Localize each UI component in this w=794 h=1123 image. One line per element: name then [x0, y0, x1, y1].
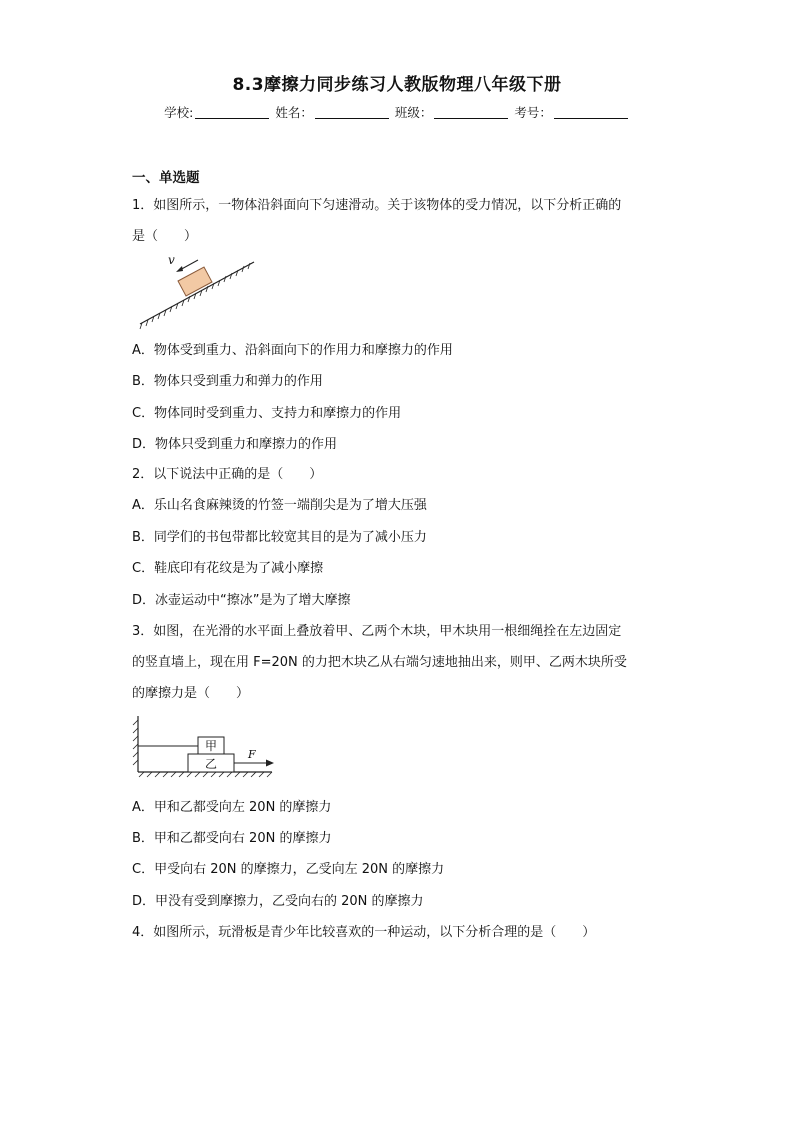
q3-option-a: A．甲和乙都受向左 20N 的摩擦力 — [132, 800, 332, 815]
q1-option-c: C．物体同时受到重力、支持力和摩擦力的作用 — [132, 406, 402, 421]
q3-stem-line1: 3．如图，在光滑的水平面上叠放着甲、乙两个木块，甲木块用一根细绳拴在左边固定 — [132, 624, 622, 639]
school-label: 学校: — [164, 105, 194, 120]
q3-blocks-figure — [130, 712, 280, 778]
q1-incline-figure — [132, 250, 262, 332]
name-label: 姓名： — [275, 105, 313, 120]
block-jia-label: 甲 — [204, 739, 218, 753]
sliding-block — [178, 267, 212, 296]
q2-stem: 2．以下说法中正确的是（ ） — [132, 467, 323, 482]
exam-no-label: 考号： — [514, 105, 552, 120]
page-title: 8.3摩擦力同步练习人教版物理八年级下册 — [232, 75, 562, 95]
class-label: 班级： — [394, 105, 433, 120]
q3-option-c: C．甲受向右 20N 的摩擦力，乙受向左 20N 的摩擦力 — [132, 862, 445, 877]
force-label: F — [248, 748, 256, 761]
q2-option-a: A．乐山名食麻辣烫的竹签一端削尖是为了增大压强 — [132, 498, 427, 513]
q1-option-d: D．物体只受到重力和摩擦力的作用 — [132, 437, 338, 452]
q2-option-d: D．冰壶运动中“擦冰”是为了增大摩擦 — [132, 593, 351, 608]
force-arrowhead — [266, 760, 274, 767]
q3-stem-line2: 的竖直墙上，现在用 F=20N 的力把木块乙从右端匀速地抽出来，则甲、乙两木块所受 — [132, 655, 627, 670]
q3-option-b: B．甲和乙都受向右 20N 的摩擦力 — [132, 831, 332, 846]
q1-stem-line2: 是（ ） — [132, 229, 198, 244]
q3-option-d: D．甲没有受到摩擦力，乙受向右的 20N 的摩擦力 — [132, 894, 424, 909]
q4-stem: 4．如图所示，玩滑板是青少年比较喜欢的一种运动，以下分析合理的是（ ） — [132, 925, 596, 940]
q1-option-b: B．物体只受到重力和弹力的作用 — [132, 374, 323, 389]
wall-hatching — [133, 720, 138, 765]
floor-hatching — [139, 772, 272, 777]
q2-option-c: C．鞋底印有花纹是为了减小摩擦 — [132, 561, 324, 576]
q1-stem-line1: 1．如图所示，一物体沿斜面向下匀速滑动。关于该物体的受力情况，以下分析正确的 — [132, 198, 622, 213]
block-yi-label: 乙 — [204, 757, 218, 771]
q1-option-a: A．物体受到重力、沿斜面向下的作用力和摩擦力的作用 — [132, 343, 453, 358]
section-title: 一、单选题 — [132, 170, 200, 186]
school-blank — [195, 106, 269, 119]
class-blank — [434, 106, 508, 119]
q2-option-b: B．同学们的书包带都比较宽其目的是为了减小压力 — [132, 530, 427, 545]
velocity-label: v — [168, 253, 175, 267]
name-blank — [315, 106, 389, 119]
exam-no-blank — [554, 106, 628, 119]
q3-stem-line3: 的摩擦力是（ ） — [132, 686, 250, 701]
velocity-arrowhead — [176, 266, 183, 272]
student-info-row — [0, 103, 794, 121]
